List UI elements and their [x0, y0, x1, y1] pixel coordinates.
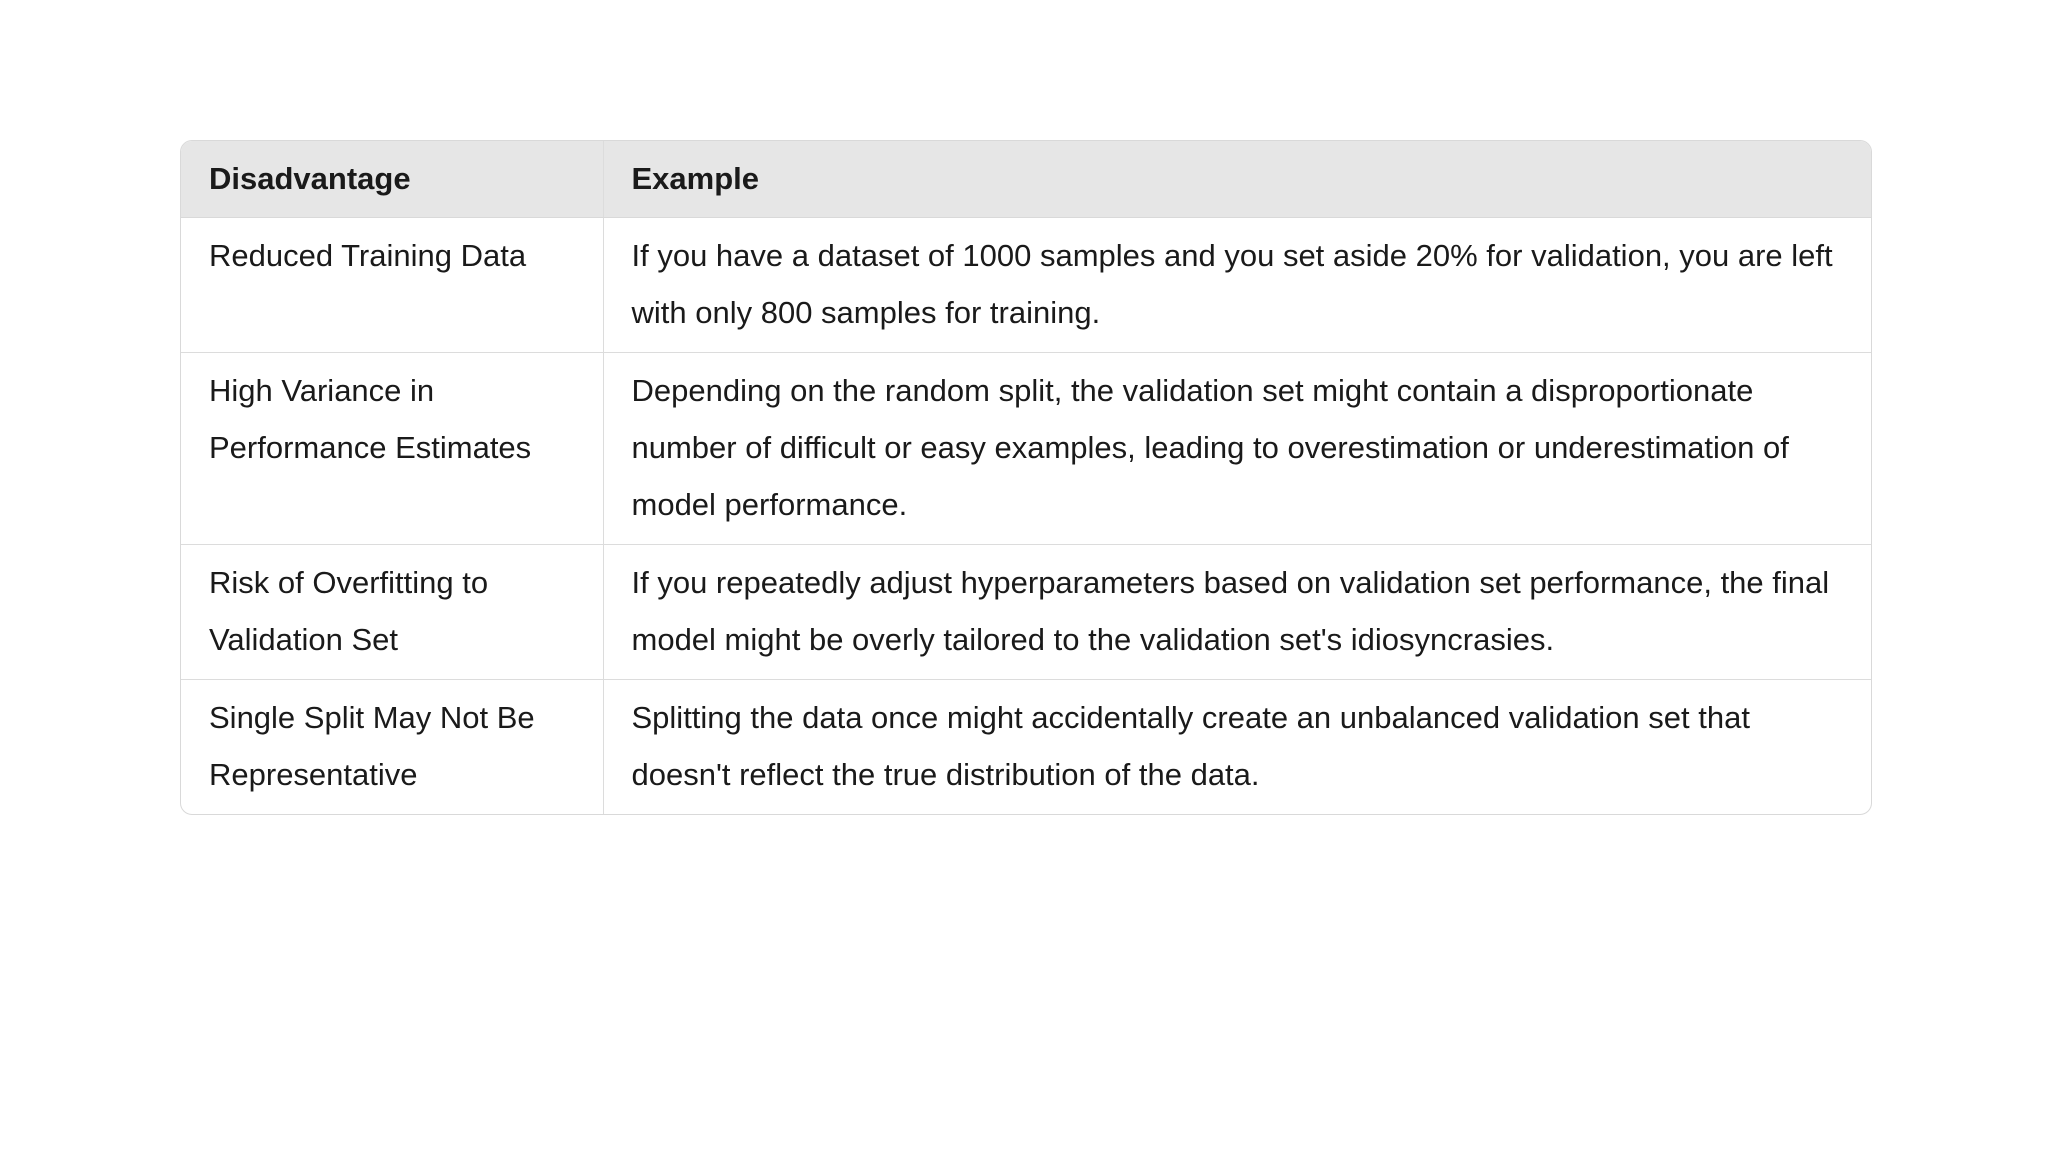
table-row [181, 217, 1871, 352]
disadvantages-table [181, 141, 1871, 814]
column-header-disadvantage: Disadvantage [181, 141, 603, 217]
example-cell: Depending on the random split, the validation set might contain a disproportionate number of difficult or easy examples, leading to overestimation or underestimation of model performance. [603, 352, 1871, 544]
header-row [181, 141, 1871, 217]
disadvantage-cell: High Variance in Performance Estimates [181, 352, 603, 544]
disadvantage-cell: Risk of Overfitting to Validation Set [181, 544, 603, 679]
table-row [181, 679, 1871, 814]
table-body [181, 217, 1871, 814]
example-cell: Splitting the data once might accidentally create an unbalanced validation set that doesn't reflect the true distribution of the data. [603, 679, 1871, 814]
example-cell: If you repeatedly adjust hyperparameters based on validation set performance, the final model might be overly tailored to the validation set's idiosyncrasies. [603, 544, 1871, 679]
column-header-example: Example [603, 141, 1871, 217]
table-row [181, 544, 1871, 679]
disadvantages-table-container [180, 140, 1872, 815]
disadvantage-cell: Single Split May Not Be Representative [181, 679, 603, 814]
table-header [181, 141, 1871, 217]
example-cell: If you have a dataset of 1000 samples and you set aside 20% for validation, you are left with only 800 samples for training. [603, 217, 1871, 352]
disadvantage-cell: Reduced Training Data [209, 237, 527, 273]
table-row [181, 352, 1871, 544]
